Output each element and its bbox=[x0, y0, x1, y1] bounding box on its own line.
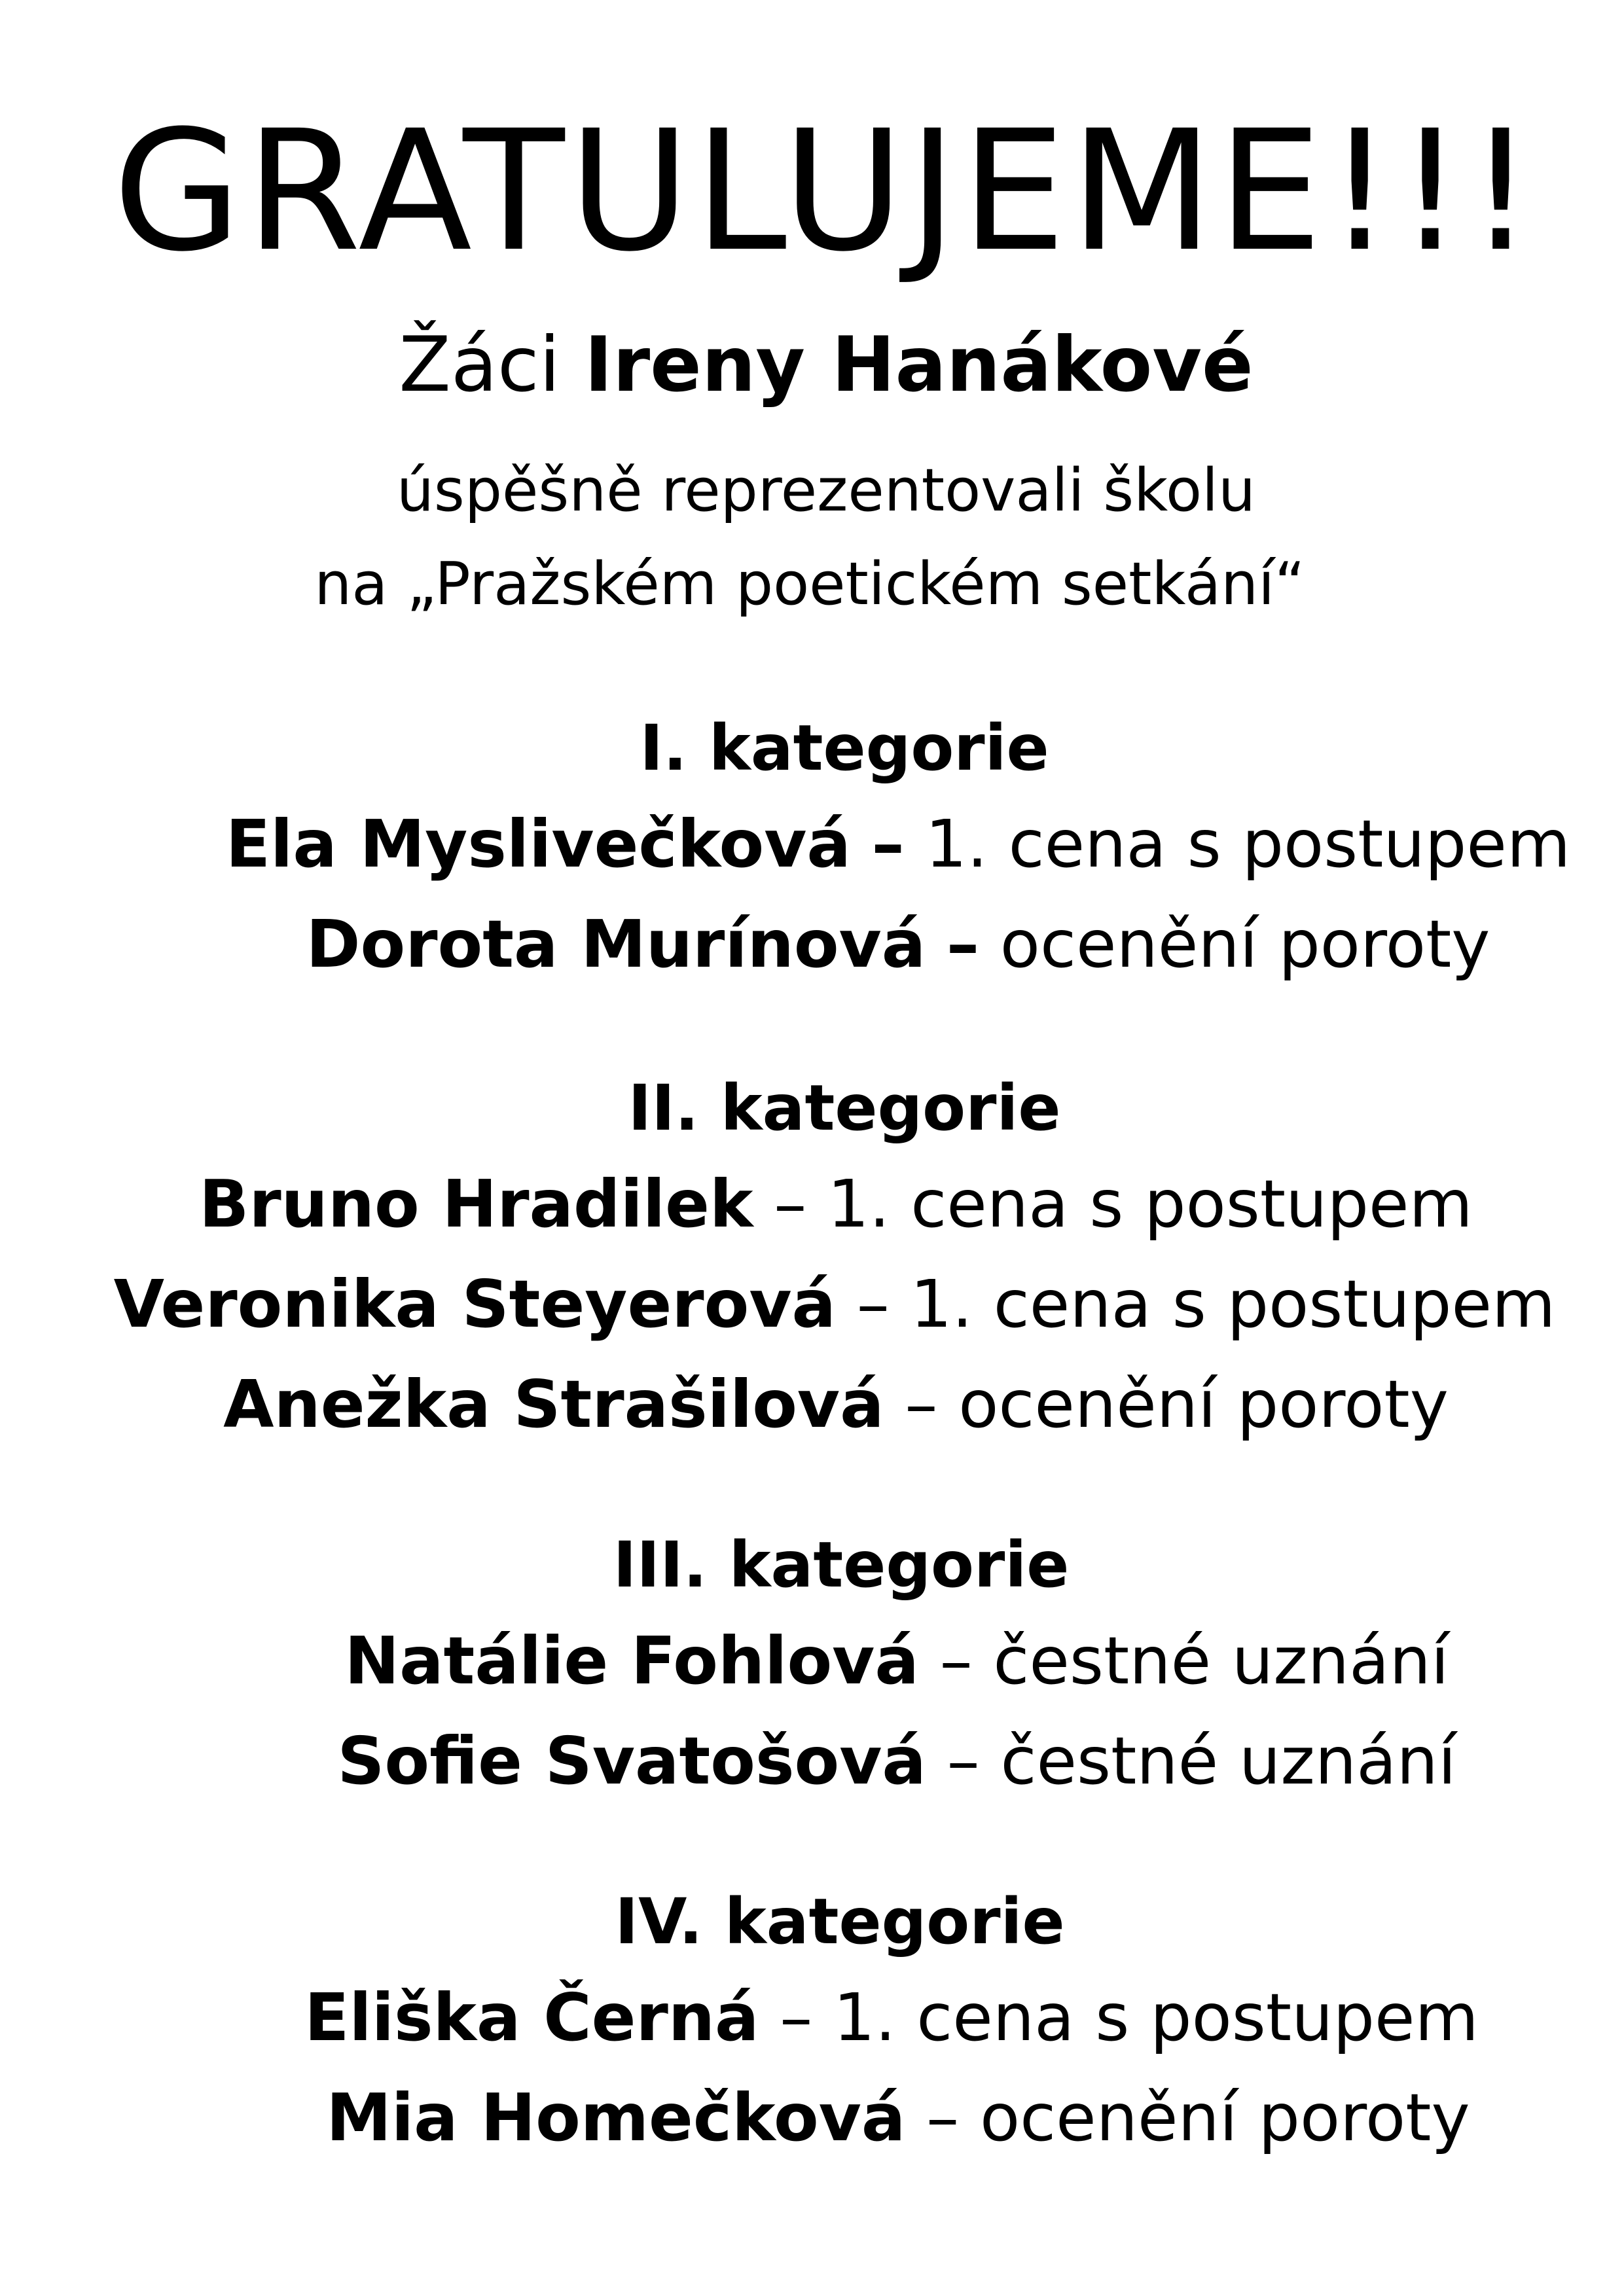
teacher-name: Ireny Hanákové bbox=[584, 321, 1254, 409]
category-heading-3: III. kategorie bbox=[613, 1528, 1070, 1602]
list-item bbox=[225, 806, 1571, 882]
separator: – bbox=[947, 906, 979, 982]
separator: – bbox=[926, 2079, 960, 2156]
intro-line-2: na „Pražském poetickém setkání“ bbox=[314, 550, 1305, 619]
list-item bbox=[113, 1266, 1556, 1342]
category-heading-1: I. kategorie bbox=[640, 711, 1049, 785]
list-item bbox=[199, 1166, 1473, 1242]
separator: – bbox=[947, 1723, 980, 1799]
winner-name: Natálie Fohlová bbox=[344, 1623, 919, 1699]
subtitle bbox=[399, 321, 1254, 409]
award-text: ocenění poroty bbox=[1000, 906, 1490, 982]
award-text: 1. cena s postupem bbox=[833, 1979, 1479, 2056]
page-title bbox=[113, 94, 1538, 288]
winner-name: Veronika Steyerová bbox=[113, 1266, 836, 1342]
category-heading-4: IV. kategorie bbox=[615, 1885, 1065, 1958]
winner-name: Ela Myslivečková bbox=[225, 806, 851, 882]
award-text: 1. cena s postupem bbox=[827, 1166, 1473, 1242]
separator: – bbox=[774, 1166, 807, 1242]
winner-name: Anežka Strašilová bbox=[223, 1366, 884, 1443]
winner-name: Eliška Černá bbox=[304, 1979, 759, 2056]
separator: – bbox=[905, 1366, 938, 1443]
list-item bbox=[326, 2079, 1470, 2156]
winner-name: Mia Homečková bbox=[326, 2079, 906, 2156]
winner-name: Sofie Svatošová bbox=[337, 1723, 926, 1799]
award-text: ocenění poroty bbox=[958, 1366, 1449, 1443]
separator: – bbox=[856, 1266, 890, 1342]
subtitle-prefix: Žáci bbox=[399, 321, 560, 409]
list-item bbox=[337, 1723, 1456, 1799]
award-text: 1. cena s postupem bbox=[925, 806, 1571, 882]
list-item bbox=[223, 1366, 1449, 1443]
winner-name: Dorota Murínová bbox=[306, 906, 926, 982]
separator: – bbox=[780, 1979, 813, 2056]
winner-name: Bruno Hradilek bbox=[199, 1166, 753, 1242]
award-text: ocenění poroty bbox=[979, 2079, 1470, 2156]
separator: – bbox=[871, 806, 905, 882]
title-text: GRATULUJEME!!! bbox=[113, 94, 1538, 288]
list-item bbox=[344, 1623, 1449, 1699]
category-heading-2: II. kategorie bbox=[628, 1071, 1061, 1145]
separator: – bbox=[939, 1623, 973, 1699]
award-text: čestné uznání bbox=[1000, 1723, 1456, 1799]
award-text: čestné uznání bbox=[993, 1623, 1449, 1699]
list-item bbox=[304, 1979, 1479, 2056]
award-text: 1. cena s postupem bbox=[910, 1266, 1556, 1342]
list-item bbox=[306, 906, 1490, 982]
intro-line-1: úspěšně reprezentovali školu bbox=[396, 456, 1256, 525]
